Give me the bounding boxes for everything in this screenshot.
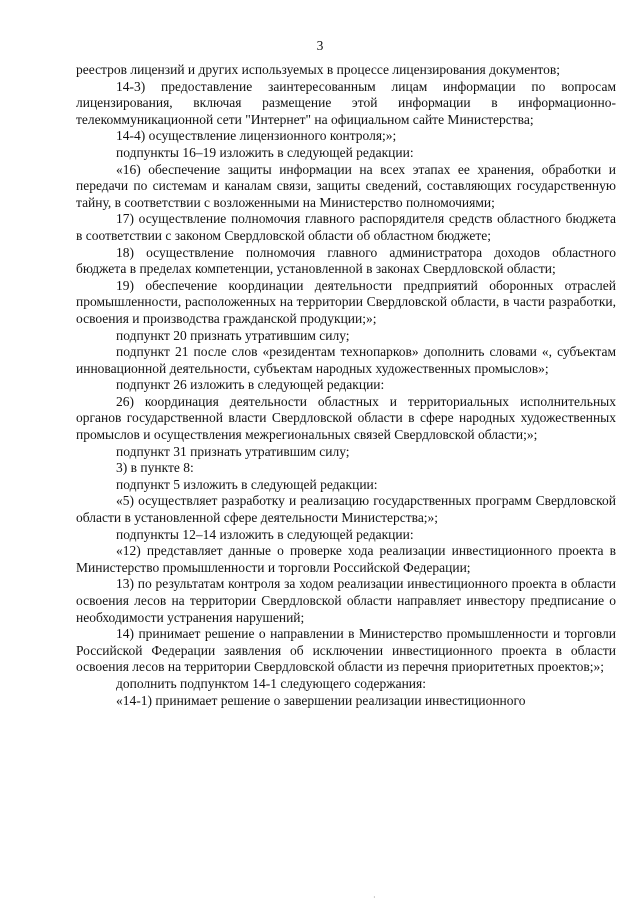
document-body (76, 62, 616, 709)
paragraph-22: «14-1) принимает решение о завершении реализации инвестиционного (116, 692, 526, 708)
paragraph-4: подпункты 16–19 изложить в следующей редакции: (116, 144, 414, 160)
paragraph-6: 17) осуществление полномочия главного распорядителя средств областного бюджета в соответствии с законом Свердловской области об областном бюджете; (76, 211, 616, 243)
paragraph-7: 18) осуществление полномочия главного администратора доходов областного бюджета в пределах компетенции, установленной в законах Свердловской области; (76, 244, 616, 277)
paragraph-9: подпункт 20 признать утратившим силу; (116, 327, 350, 343)
footer-mark: · (373, 893, 376, 902)
paragraph-3: 14-4) осуществление лицензионного контроля;»; (116, 128, 397, 144)
paragraph-20: 14) принимает решение о направлении в Министерство промышленности и торговли Российской Федерации заявления об исключении инвестиционного проекта в области освоения лесов на территории Свердловской области из перечня приоритетных проектов;»; (76, 626, 616, 675)
paragraph-2: 14-3) предоставление заинтересованным лицам информации по вопросам лицензирования, включая размещение этой информации в информационно-телекоммуникационной сети "Интернет" на официальном сайте Министерства; (76, 78, 616, 127)
paragraph-21: дополнить подпунктом 14-1 следующего содержания: (116, 675, 426, 691)
paragraph-19: 13) по результатам контроля за ходом реализации инвестиционного проекта в области освоения лесов на территории Свердловской области направляет инвестору предписание о необходимости устранения нарушений; (76, 576, 616, 625)
paragraph-13: подпункт 31 признать утратившим силу; (116, 443, 350, 459)
paragraph-1: реестров лицензий и других используемых в процессе лицензирования документов; (76, 62, 561, 77)
paragraph-11: подпункт 26 изложить в следующей редакции: (116, 377, 385, 393)
paragraph-16: «5) осуществляет разработку и реализацию государственных программ Свердловской области в установленной сфере деятельности Министерства;»; (76, 493, 616, 526)
paragraph-18: «12) представляет данные о проверке хода реализации инвестиционного проекта в Министерство промышленности и торговли Российской Федерации; (76, 543, 616, 575)
paragraph-14: 3) в пункте 8: (116, 460, 194, 476)
paragraph-5: «16) обеспечение защиты информации на всех этапах ее хранения, обработки и передачи по системам и каналам связи, защиты сведений, составляющих государственную тайну, в соответствии с возложенными на Министерство полномочиями; (76, 161, 616, 210)
paragraph-15: подпункт 5 изложить в следующей редакции: (116, 476, 378, 492)
paragraph-17: подпункты 12–14 изложить в следующей редакции: (116, 526, 414, 542)
paragraph-8: 19) обеспечение координации деятельности предприятий оборонных отраслей промышленности, расположенных на территории Свердловской области, в части разработки, освоения и производства гражданской продукции;»; (76, 277, 616, 326)
paragraph-10: подпункт 21 после слов «резидентам технопарков» дополнить словами «, субъектам инновационной деятельности, субъектам народных художественных промыслов»; (76, 344, 616, 376)
paragraph-12: 26) координация деятельности областных и территориальных исполнительных органов государственной власти Свердловской области в сфере народных художественных промыслов и осуществления межрегиональных связей Свердловской области;»; (76, 393, 616, 443)
page-number: 3 (316, 38, 324, 53)
